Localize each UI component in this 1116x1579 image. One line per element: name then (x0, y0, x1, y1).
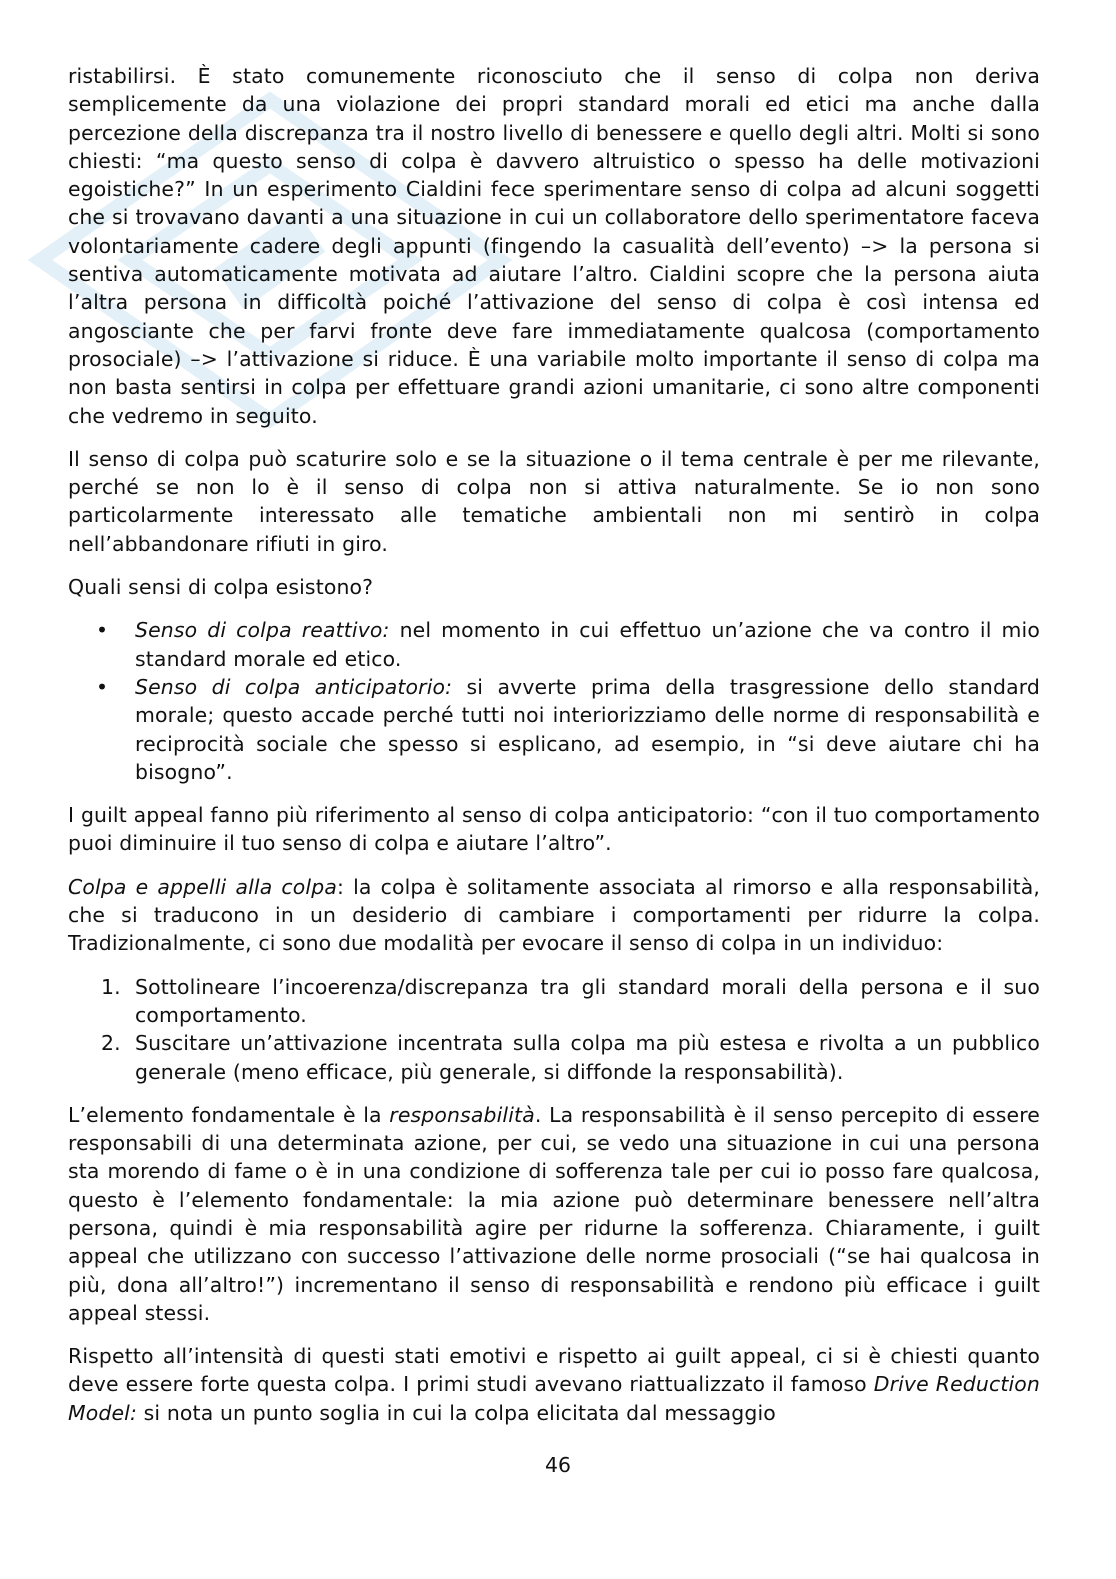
list-item (68, 616, 1040, 673)
list-item (68, 1029, 1040, 1086)
list-number: 2. (101, 1031, 121, 1056)
list-item-text: nel momento in cui effettuo un’azione che va contro il mio standard morale ed etico. (135, 618, 1040, 671)
page-number: 46 (545, 1453, 571, 1477)
paragraph-6 (68, 1101, 1040, 1327)
paragraph-5-term: Colpa e appelli alla colpa (68, 874, 337, 899)
bullet-list (68, 616, 1040, 786)
paragraph-7 (68, 1342, 1040, 1427)
paragraph-7-end: si nota un punto soglia in cui la colpa elicitata dal messaggio (137, 1400, 776, 1425)
numbered-list (68, 973, 1040, 1086)
paragraph-5-text: : la colpa è solitamente associata al rimorso e alla responsabilità, che si traducono in un desiderio di cambiare i comportamenti per ridurre la colpa. Tradizionalmente, ci sono due modalità per evocare il senso di colpa in un individuo: (68, 874, 1040, 956)
list-number: 1. (101, 974, 121, 999)
list-item-term: Senso di colpa reattivo: (135, 618, 390, 643)
paragraph-6-term: responsabilità (389, 1102, 535, 1127)
paragraph-1: ristabilirsi. È stato comunemente riconosciuto che il senso di colpa non deriva semplicemente da una violazione dei propri standard morali ed etici ma anche dalla percezione della discrepanza tra il nostro livello di benessere e quello degli altri. Molti si sono chiesti: “ma questo senso di colpa è davvero altruistico o spesso ha delle motivazioni egoistiche?” In un esperimento Cialdini fece sperimentare senso di colpa ad alcuni soggetti che si trovavano davanti a una situazione in cui un collaboratore dello sperimentatore faceva volontariamente cadere degli appunti (fingendo la casualità dell’evento) –> la persona si sentiva automaticamente motivata ad aiutare l’altro. Cialdini scopre che la persona aiuta l’altra persona in difficoltà poiché l’attivazione del senso di colpa è così intensa ed angosciante che per farvi fronte deve fare immediatamente qualcosa (comportamento prosociale) –> l’attivazione si riduce. È una variabile molto importante il senso di colpa ma non basta sentirsi in colpa per effettuare grandi azioni umanitarie, ci sono altre componenti che vedremo in seguito. (68, 64, 1040, 428)
paragraph-7-start: Rispetto all’intensità di questi stati emotivi e rispetto ai guilt appeal, ci si è chiesti quanto deve essere forte questa colpa. I primi studi avevano riattualizzato il famoso (68, 1344, 1040, 1397)
bullet-mark: • (96, 674, 109, 699)
list-item (68, 673, 1040, 786)
paragraph-6-end: . La responsabilità è il senso percepito di essere responsabili di una determinata azione, per cui, se vedo una situazione in cui una persona sta morendo di fame o è in una condizione di sofferenza tale per cui io posso fare qualcosa, questo è l’elemento fondamentale: la mia azione può determinare benessere nell’altra persona, quindi è mia responsabilità agire per ridurne la sofferenza. Chiaramente, i guilt appeal che utilizzano con successo l’attivazione delle norme prosociali (“se hai qualcosa in più, dona all’altro!”) incrementano il senso di responsabilità e rendono più efficace i guilt appeal stessi. (68, 1102, 1040, 1325)
paragraph-5 (68, 873, 1040, 958)
list-item-text: Sottolineare l’incoerenza/discrepanza tra gli standard morali della persona e il suo comportamento. (135, 974, 1040, 1027)
list-item-text: Suscitare un’attivazione incentrata sulla colpa ma più estesa e rivolta a un pubblico generale (meno efficace, più generale, si diffonde la responsabilità). (135, 1031, 1040, 1084)
document-page (68, 62, 1040, 1442)
paragraph-4: I guilt appeal fanno più riferimento al senso di colpa anticipatorio: “con il tuo comportamento puoi diminuire il tuo senso di colpa e aiutare l’altro”. (68, 803, 1040, 856)
paragraph-2: Il senso di colpa può scaturire solo e se la situazione o il tema centrale è per me rilevante, perché se non lo è il senso di colpa non si attiva naturalmente. Se io non sono particolarmente interessato alle tematiche ambientali non mi sentirò in colpa nell’abbandonare rifiuti in giro. (68, 446, 1040, 556)
list-item (68, 973, 1040, 1030)
paragraph-7-term: Drive Reduction Model: (68, 1372, 1040, 1425)
paragraph-3: Quali sensi di colpa esistono? (68, 575, 374, 600)
bullet-mark: • (96, 618, 109, 643)
list-item-term: Senso di colpa anticipatorio: (135, 674, 453, 699)
list-item-text: si avverte prima della trasgressione dello standard morale; questo accade perché tutti noi interiorizziamo delle norme di responsabilità e reciprocità sociale che spesso si esplicano, ad esempio, in “si deve aiutare chi ha bisogno”. (135, 674, 1040, 784)
paragraph-6-start: L’elemento fondamentale è la (68, 1102, 390, 1127)
